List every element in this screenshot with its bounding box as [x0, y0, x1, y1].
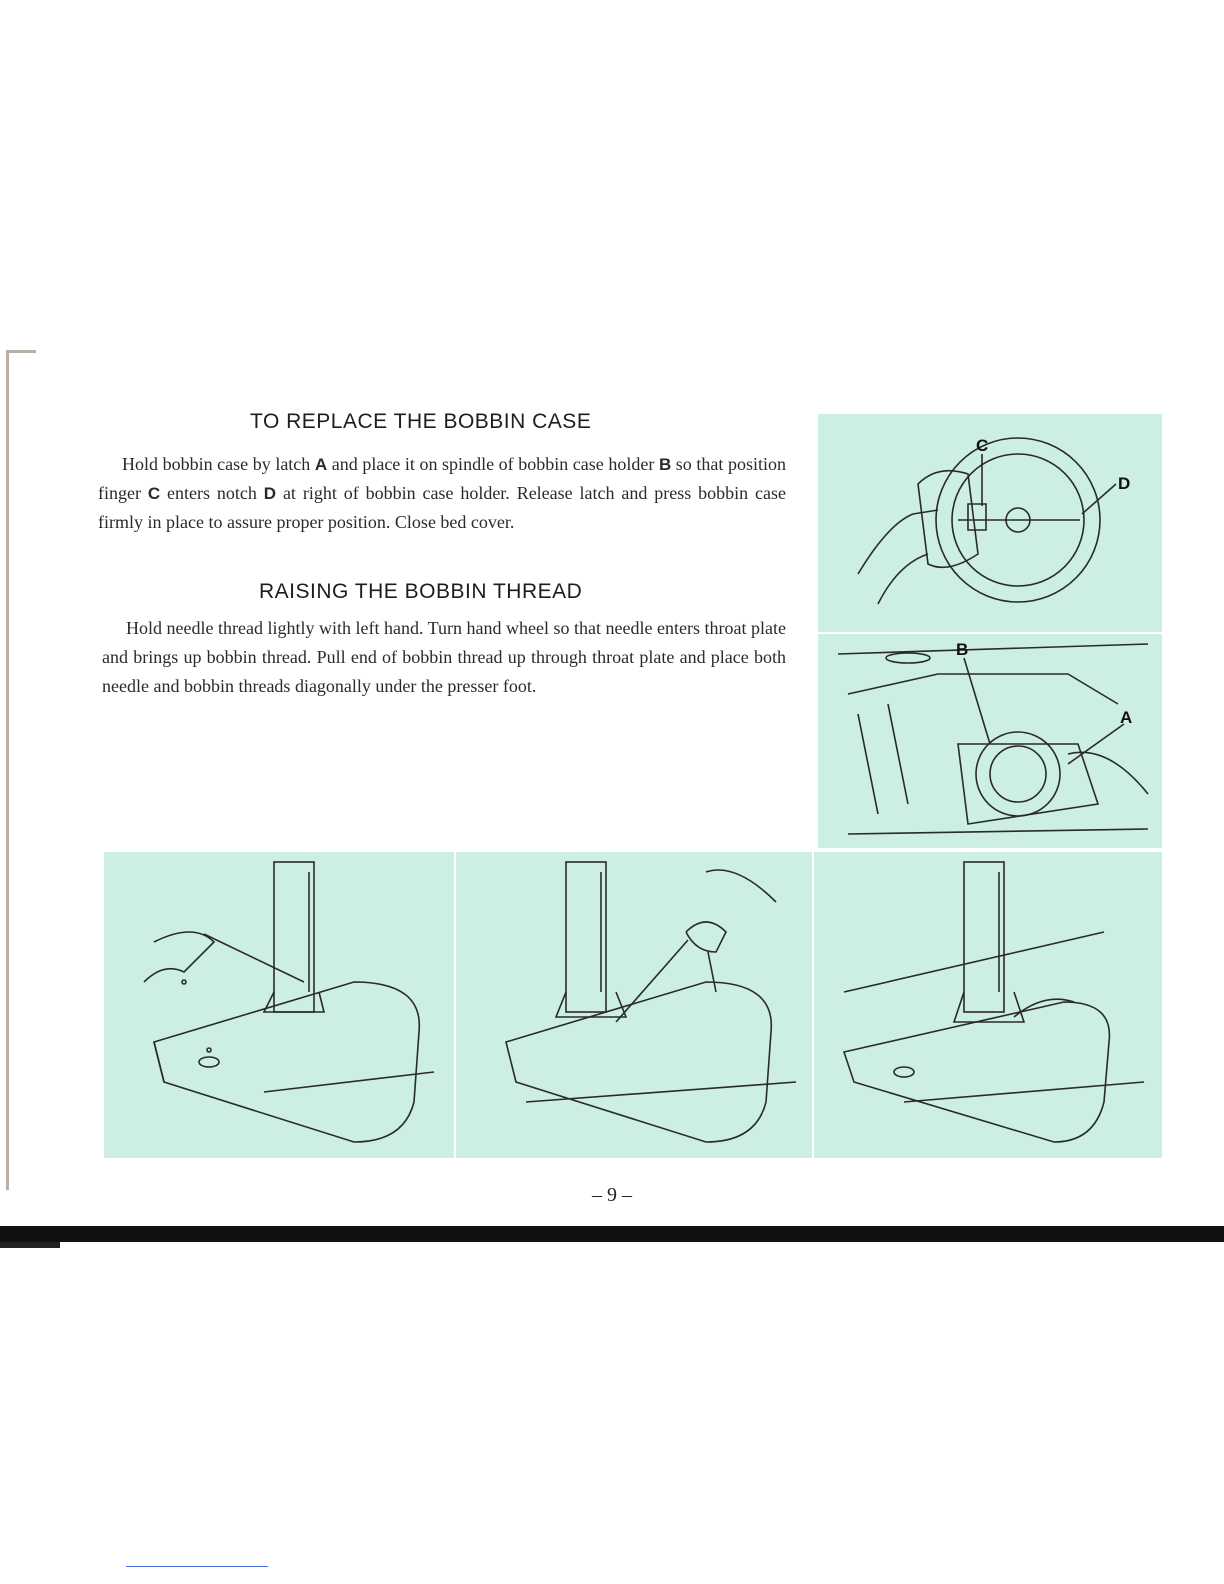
- page-bottom-edge-shadow: [0, 1242, 60, 1248]
- paragraph-replace-bobbin-case: Hold bobbin case by latch A and place it on spindle of bobbin case holder B so that position finger C enters notch D at right of bobbin case holder. Release latch and press bobbin case firmly in place to assure proper position. Close bed cover.: [98, 454, 787, 532]
- bobbin-holder-drawing: [818, 634, 1162, 848]
- bobbin-case-drawing: [818, 414, 1162, 632]
- illustration-threads-under-foot: [814, 852, 1162, 1158]
- illustration-hold-needle-thread: [104, 852, 454, 1158]
- illustration-bobbin-case-insert: [818, 414, 1162, 632]
- label-a: A: [1120, 708, 1133, 727]
- label-d: D: [1118, 474, 1131, 493]
- page-edge-line: [6, 350, 9, 1190]
- pull-thread-drawing: [456, 852, 812, 1158]
- needle-thread-drawing: [104, 852, 454, 1158]
- illustration-bobbin-case-holder: [818, 634, 1162, 848]
- threads-under-foot-drawing: [814, 852, 1162, 1158]
- page-number: – 9 –: [592, 1184, 632, 1206]
- illustration-pull-bobbin-thread: [456, 852, 812, 1158]
- label-b: B: [956, 640, 969, 659]
- label-c: C: [976, 436, 989, 455]
- section-title-raising-bobbin-thread: RAISING THE BOBBIN THREAD: [259, 580, 583, 603]
- page-bottom-edge: [0, 1226, 1224, 1242]
- paragraph-raising-bobbin-thread: Hold needle thread lightly with left hand. Turn hand wheel so that needle enters throat plate and brings up bobbin thread. Pull end of bobbin thread up through throat plate and place both needle and bobbin threads diagonally under the presser foot.: [102, 618, 786, 696]
- page-corner-mark: [6, 350, 36, 353]
- section-title-replace-bobbin-case: TO REPLACE THE BOBBIN CASE: [250, 410, 592, 433]
- footer-rule: [126, 1566, 268, 1567]
